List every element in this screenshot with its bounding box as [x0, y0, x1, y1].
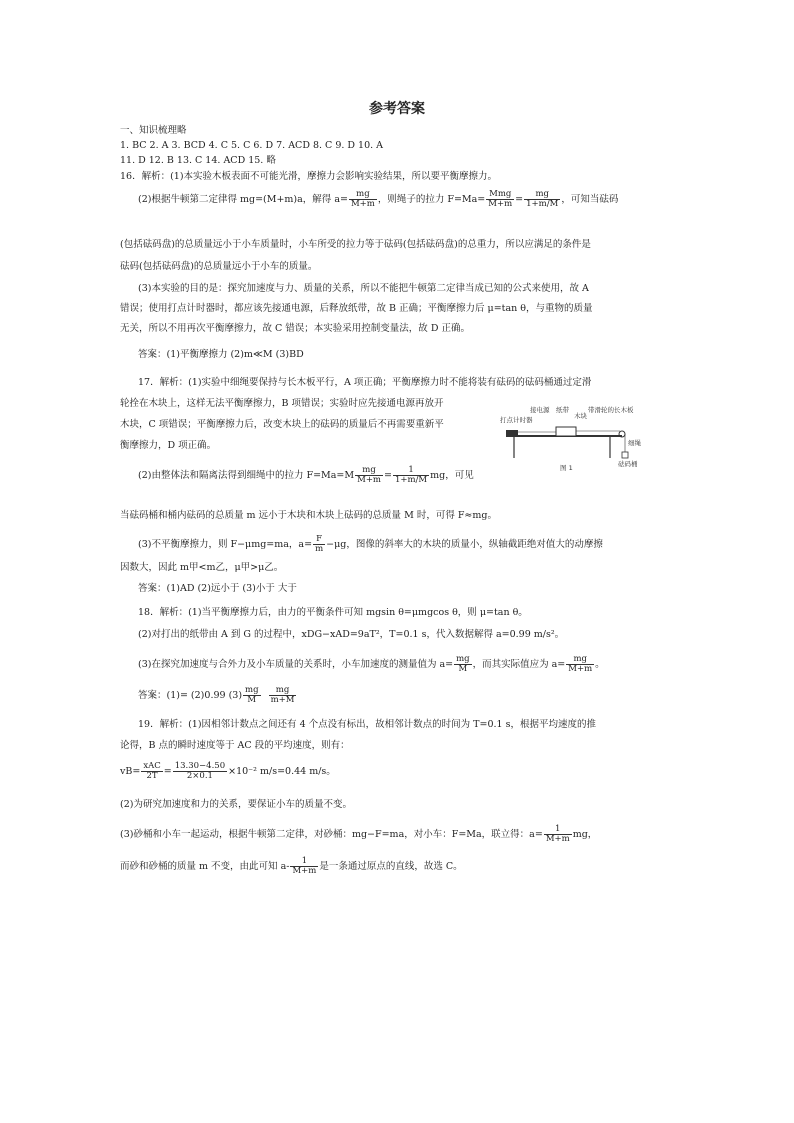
q16-line: 无关，所以不用再次平衡摩擦力，故 C 错误；本实验采用控制变量法，故 D 正确。 [120, 323, 470, 334]
q16-line: 砝码(包括砝码盘)的总质量远小于小车的质量。 [120, 261, 318, 272]
q19-formula-line: 而砂和砂桶的质量 m 不变，由此可知 a- $\frac{1}{M+m}$ 是一条通过原点的直线，故选 C。 [120, 856, 463, 876]
fraction: $\frac{1}{M+m}$ [292, 856, 317, 876]
q17-line: 衡摩擦力，D 项正确。 [120, 440, 217, 451]
fraction: $\frac{mg}{M+m}$ [357, 465, 381, 485]
q17-line: 木块，C 项错误；平衡摩擦力后，改变木块上的砝码的质量后不再需要重新平 [120, 419, 444, 430]
q17-line: 17．解析：(1)实验中细绳要保持与长木板平行，A 项正确；平衡摩擦力时不能将装有砝码的砝码桶通过定滑 [138, 377, 592, 388]
q16-line: (3)本实验的目的是：探究加速度与力、质量的关系，所以不能把牛顿第二定律当成已知的公式来使用，故 A [138, 283, 589, 294]
fraction: $\frac{mg}{1+m/M}$ [526, 189, 559, 209]
label-power: 接电源 [530, 406, 550, 414]
q19-line: (2)为研究加速度和力的关系，要保证小车的质量不变。 [120, 799, 352, 810]
q17-formula-line: (2)由整体法和隔离法得到细绳中的拉力 F=Ma=M $\frac{mg}{M+m}$ = $\frac{1}{1+m/M}$ mg，可见 [138, 465, 474, 485]
answer-row-2: 11. D 12. B 13. C 14. ACD 15. 略 [120, 155, 276, 166]
fraction: $\frac{F}{m}$ [315, 534, 324, 554]
q19-line: 19．解析：(1)因相邻计数点之间还有 4 个点没有标出，故相邻计数点的时间为 T=0.1 s，根据平均速度的推 [138, 719, 596, 730]
apparatus-figure [498, 396, 641, 474]
q17-line: 当砝码桶和桶内砝码的总质量 m 远小于木块和木块上砝码的总质量 M 时，可得 F≈mg。 [120, 510, 497, 521]
q16-answer: 答案：(1)平衡摩擦力 (2)m≪M (3)BD [138, 349, 304, 360]
q18-formula-line: (3)在探究加速度与合外力及小车质量的关系时，小车加速度的测量值为 a= $\frac{mg}{M}$ ，而其实际值应为 a= $\frac{mg}{M+m}$ 。 [138, 654, 605, 674]
label-board: 带滑轮的长木板 [588, 406, 634, 414]
label-rope: 细绳 [628, 439, 641, 447]
fraction: $\frac{1}{1+m/M}$ [394, 465, 428, 485]
fraction: $\frac{mg}{M+m}$ [350, 189, 375, 209]
label-timer: 打点计时器 [500, 416, 533, 424]
fraction: $\frac{mg}{M+m}$ [568, 654, 593, 674]
fraction: $\frac{mg}{M}$ [245, 685, 259, 705]
block-shape [556, 427, 576, 436]
fraction: $\frac{13.30-4.50}{2\times 0.1}$ [174, 761, 226, 781]
fraction: $\frac{\text{Mmg}}{M+m}$ [488, 189, 513, 209]
label-tape: 纸带 [556, 406, 569, 414]
q16-line: 错误；使用打点计时器时，都应该先接通电源，后释放纸带，故 B 正确；平衡摩擦力后 μ=tan θ，与重物的质量 [120, 303, 593, 314]
q19-formula-line: vB= $\frac{\text{xAC}}{2T}$ = $\frac{13.30-4.50}{2\times 0.1}$ ×10⁻² m/s=0.44 m/s。 [120, 761, 336, 781]
page-title: 参考答案 [369, 101, 425, 117]
q18-answer: 答案：(1)= (2)0.99 (3) $\frac{mg}{M}$ $\frac{mg}{m+M}$ [138, 685, 295, 705]
q16-formula-line: (2)根据牛顿第二定律得 mg=(M+m)a，解得 a= $\frac{mg}{M+m}$ ，则绳子的拉力 F=Ma= $\frac{\text{Mmg}}{M+m}$ = $\frac{mg}{1+m/M}$ ，可知当砝码 [138, 189, 619, 209]
fraction: $\frac{mg}{m+M}$ [270, 685, 295, 705]
q17-formula-line: (3)不平衡摩擦力，则 F−μmg=ma，a= $\frac{F}{m}$ −μg，图像的斜率大的木块的质量小，纵轴截距绝对值大的动摩擦 [138, 534, 603, 554]
fraction: $\frac{mg}{M}$ [456, 654, 470, 674]
bucket-shape [622, 452, 628, 458]
label-bucket: 砝码桶 [618, 460, 638, 468]
figure-caption: 图 1 [560, 464, 573, 472]
q16-line: 16．解析：(1)本实验木板表面不可能光滑，摩擦力会影响实验结果，所以要平衡摩擦力。 [120, 171, 498, 182]
timer-shape [506, 430, 518, 436]
q18-line: 18．解析：(1)当平衡摩擦力后，由力的平衡条件可知 mgsin θ=μmgcos θ，则 μ=tan θ。 [138, 607, 528, 618]
fraction: $\frac{\text{xAC}}{2T}$ [143, 761, 161, 781]
q19-formula-line: (3)砂桶和小车一起运动，根据牛顿第二定律，对砂桶：mg−F=ma，对小车：F=Ma，联立得：a= $\frac{1}{M+m}$ mg， [120, 824, 598, 844]
q16-line: (包括砝码盘)的总质量远小于小车质量时，小车所受的拉力等于砝码(包括砝码盘)的总重力，所以应满足的条件是 [120, 239, 591, 250]
q17-answer: 答案：(1)AD (2)远小于 (3)小于 大于 [138, 583, 297, 594]
section-heading: 一、知识梳理略 [120, 125, 187, 136]
q19-line: 论得，B 点的瞬时速度等于 AC 段的平均速度，则有： [120, 740, 350, 751]
q17-line: 轮拴在木块上，这样无法平衡摩擦力，B 项错误；实验时应先接通电源再放开 [120, 398, 444, 409]
fraction: $\frac{1}{M+m}$ [545, 824, 570, 844]
q18-line: (2)对打出的纸带由 A 到 G 的过程中，xDG−xAD=9aT²，T=0.1 s，代入数据解得 a=0.99 m/s²。 [138, 629, 565, 640]
q17-line: 因数大，因此 m甲<m乙，μ甲>μ乙。 [120, 562, 284, 573]
answer-row-1: 1. BC 2. A 3. BCD 4. C 5. C 6. D 7. ACD 8. C 9. D 10. A [120, 140, 384, 151]
label-block: 木块 [574, 412, 587, 420]
